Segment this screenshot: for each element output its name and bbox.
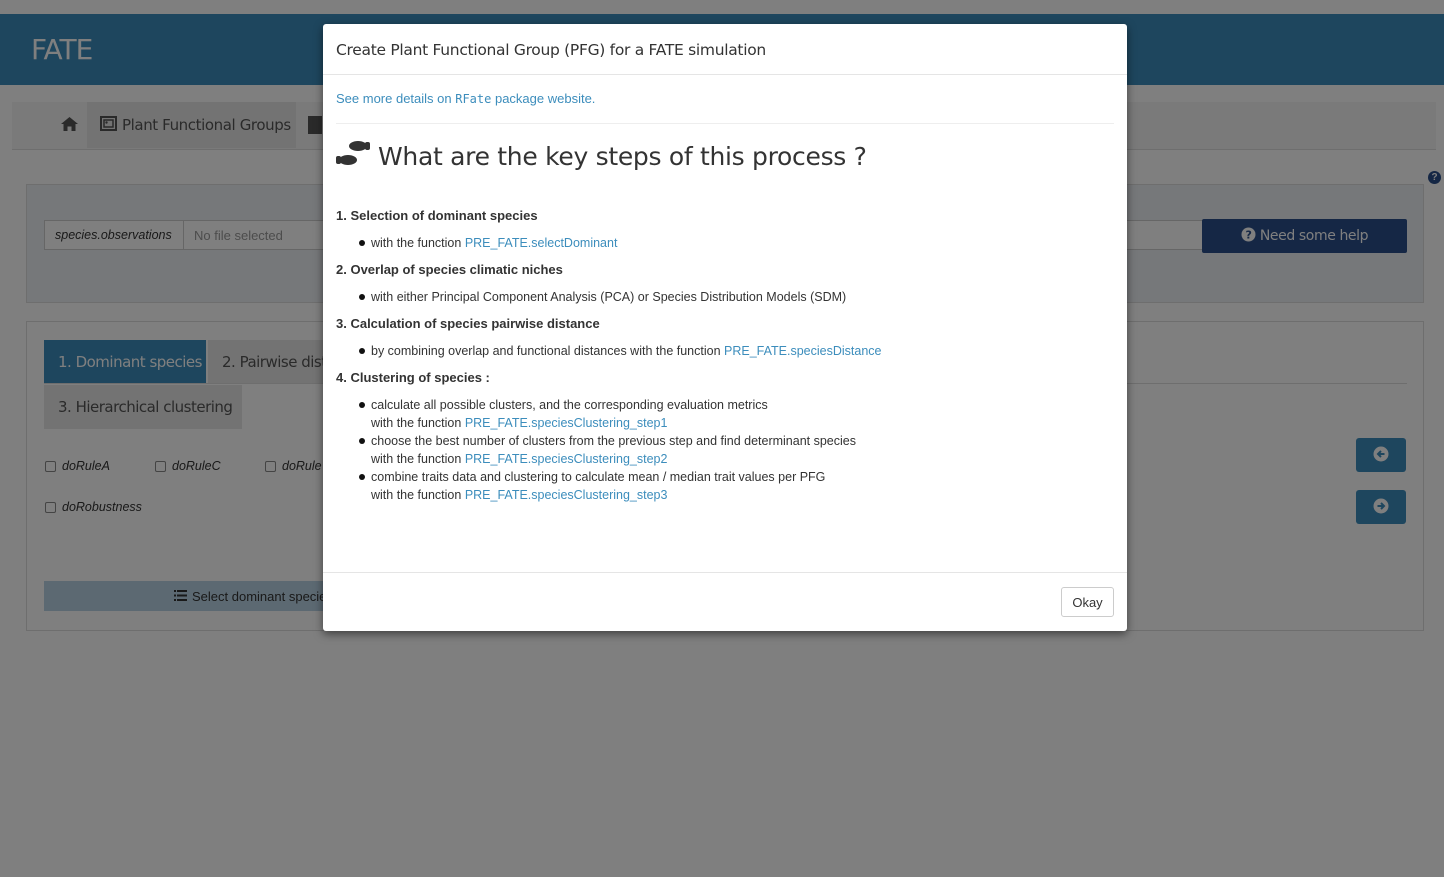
- step-4: [336, 369, 1114, 504]
- step-item-text: with the function: [371, 488, 465, 502]
- okay-button[interactable]: Okay: [1061, 587, 1114, 617]
- step-item: [336, 342, 1114, 360]
- details-link-prefix[interactable]: See more details on: [336, 91, 456, 106]
- step-items: [336, 396, 1114, 504]
- step-item-text: with the function: [371, 236, 465, 250]
- step-items: [336, 234, 1114, 252]
- step-2: [336, 261, 1114, 306]
- modal-footer: [323, 572, 1127, 631]
- step-title: 2. Overlap of species climatic niches: [336, 262, 563, 277]
- step-items: [336, 342, 1114, 360]
- step-item: [336, 234, 1114, 252]
- step-item-text: by combining overlap and functional distances with the function: [371, 344, 724, 358]
- step-item: [336, 288, 1114, 306]
- step-item-line1: combine traits data and clustering to calculate mean / median trait values per PFG: [371, 470, 826, 484]
- step-title: 4. Clustering of species :: [336, 370, 490, 385]
- steps-list: [336, 207, 1114, 504]
- step-item-text: with either Principal Component Analysis (PCA) or Species Distribution Models (SDM): [371, 290, 847, 304]
- function-link[interactable]: PRE_FATE.speciesDistance: [724, 344, 882, 358]
- step-item-line1: calculate all possible clusters, and the corresponding evaluation metrics: [371, 398, 768, 412]
- step-item-text: with the function: [371, 452, 465, 466]
- modal-body: [336, 75, 1114, 513]
- function-link[interactable]: PRE_FATE.speciesClustering_step1: [464, 416, 668, 430]
- step-3: [336, 315, 1114, 360]
- step-item-text: with the function: [371, 416, 465, 430]
- step-item: [336, 432, 1114, 468]
- modal-dialog: [323, 24, 1127, 631]
- step-title: 3. Calculation of species pairwise distance: [336, 316, 600, 331]
- step-item: [336, 396, 1114, 432]
- steps-heading: [336, 140, 1114, 173]
- modal-header: [323, 24, 1127, 75]
- steps-heading-text: What are the key steps of this process ?: [378, 142, 867, 171]
- details-link-suffix[interactable]: package website.: [491, 91, 596, 106]
- step-item: [336, 468, 1114, 504]
- function-link[interactable]: PRE_FATE.selectDominant: [464, 236, 618, 250]
- details-link-code[interactable]: RFate: [455, 92, 492, 106]
- step-item-line1: choose the best number of clusters from the previous step and find determinant species: [371, 434, 856, 448]
- step-items: [336, 288, 1114, 306]
- modal-title: Create Plant Functional Group (PFG) for a FATE simulation: [336, 41, 766, 59]
- function-link[interactable]: PRE_FATE.speciesClustering_step2: [464, 452, 668, 466]
- step-1: [336, 207, 1114, 252]
- details-link[interactable]: [336, 91, 1114, 124]
- shoe-prints-icon: [336, 140, 371, 173]
- function-link[interactable]: PRE_FATE.speciesClustering_step3: [464, 488, 668, 502]
- step-title: 1. Selection of dominant species: [336, 208, 538, 223]
